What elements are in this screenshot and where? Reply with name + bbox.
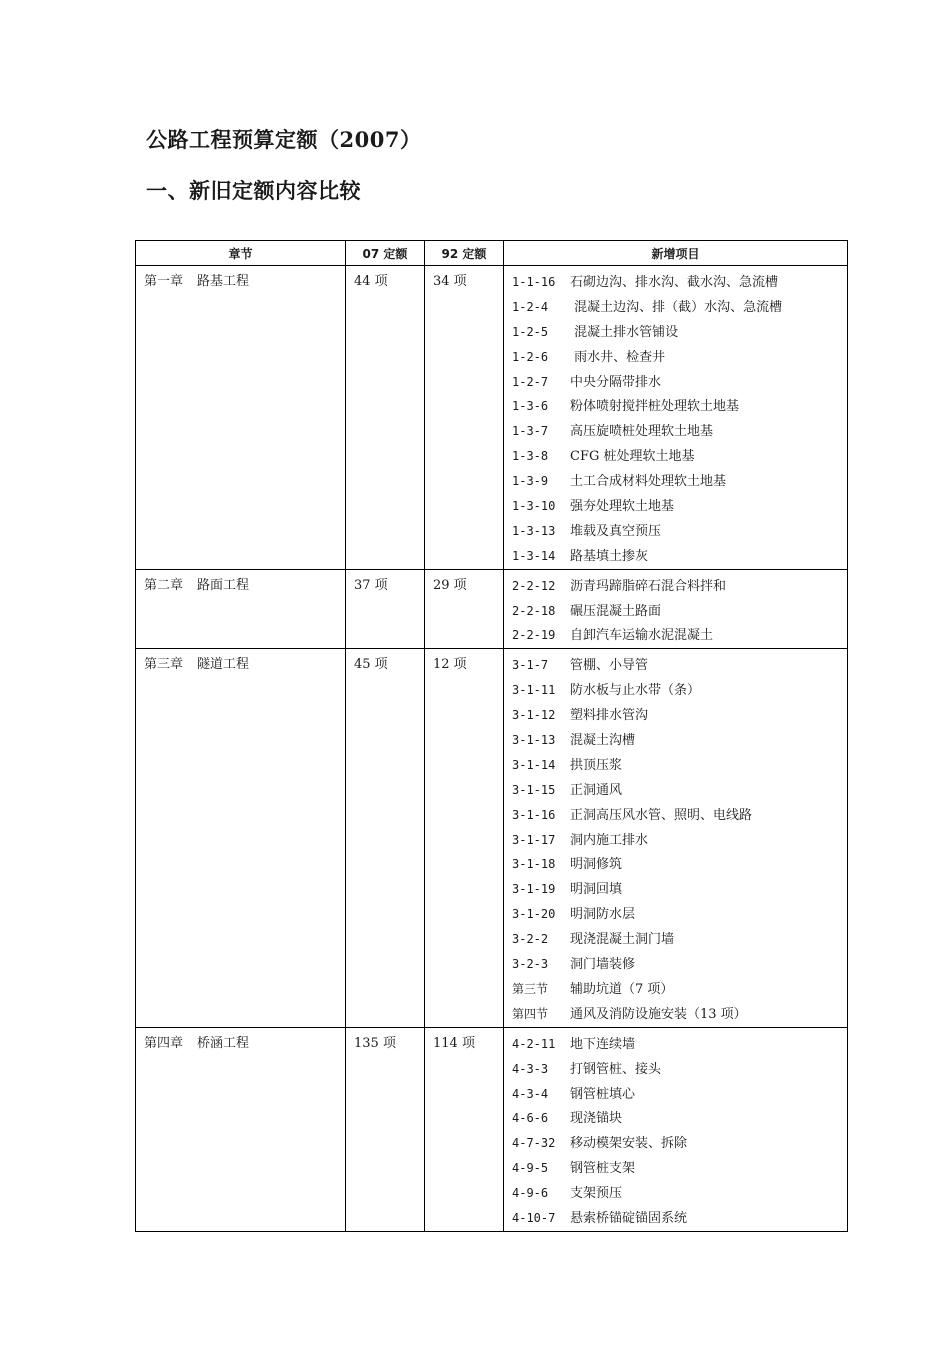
item-name: CFG 桩处理软土地基: [570, 449, 695, 465]
item-name: 明洞回填: [570, 882, 623, 898]
chapter-cell: [136, 569, 346, 649]
item-code: 4-9-6: [512, 1186, 549, 1201]
quota-07-cell: [346, 266, 425, 570]
page-title: 公路工程预算定额（2007）: [146, 127, 422, 152]
item-code: 1-3-14: [512, 548, 556, 563]
quota-92-value: 12 项: [433, 657, 467, 673]
item-name: 通风及消防设施安装（13 项）: [570, 1006, 747, 1022]
list-item: [512, 753, 840, 778]
item-name: 雨水井、检查井: [570, 349, 666, 365]
item-code: 3-1-17: [512, 832, 556, 847]
list-item: [512, 1206, 840, 1231]
item-name: 正洞通风: [570, 782, 623, 798]
chapter-label: [136, 1028, 345, 1057]
chapter-name: 路面工程: [197, 577, 250, 593]
list-item: [512, 544, 840, 569]
list-item: [512, 270, 840, 295]
item-code: 3-1-12: [512, 708, 556, 723]
list-item: [512, 494, 840, 519]
item-code: 3-1-16: [512, 807, 556, 822]
header-row: [136, 241, 848, 266]
item-name: 洞门墙装修: [570, 957, 636, 973]
chapter-label: [136, 649, 345, 678]
table-row: [136, 1027, 848, 1231]
chapter-cell: [136, 1027, 346, 1231]
list-item: [512, 877, 840, 902]
item-code: 2-2-18: [512, 603, 556, 618]
list-item: [512, 1032, 840, 1057]
item-name: 中央分隔带排水: [570, 374, 662, 390]
list-item: [512, 828, 840, 853]
list-item: [512, 444, 840, 469]
list-item: [512, 653, 840, 678]
list-item: [512, 778, 840, 803]
table-row: [136, 266, 848, 570]
item-name: 堆载及真空预压: [570, 523, 662, 539]
list-item: [512, 902, 840, 927]
chapter-label: [136, 570, 345, 599]
item-name: 粉体喷射搅拌桩处理软土地基: [570, 399, 740, 415]
item-name: 悬索桥锚碇锚固系统: [570, 1210, 688, 1226]
item-code: 1-3-6: [512, 399, 549, 414]
item-name: 塑料排水管沟: [570, 708, 649, 724]
item-name: 强夯处理软土地基: [570, 499, 675, 515]
header-quota-92: 92 定额: [425, 241, 504, 266]
item-name: 现浇锚块: [570, 1111, 623, 1127]
list-item: [512, 927, 840, 952]
list-item: [512, 320, 840, 345]
item-code: 1-3-7: [512, 424, 549, 439]
new-items-list: [504, 1028, 847, 1231]
list-item: [512, 1181, 840, 1206]
list-item: [512, 419, 840, 444]
item-name: 移动模架安装、拆除: [570, 1136, 688, 1152]
table-row: [136, 649, 848, 1027]
new-items-list: [504, 649, 847, 1026]
header-chapter: 章节: [136, 241, 346, 266]
quota-92-value: 34 项: [433, 274, 467, 289]
list-item: [512, 852, 840, 877]
item-name: 自卸汽车运输水泥混凝土: [570, 628, 714, 644]
quota-07-value: 37 项: [354, 577, 388, 593]
item-code: 1-3-9: [512, 474, 549, 489]
item-code: 3-1-11: [512, 683, 556, 698]
list-item: [512, 1082, 840, 1107]
item-name: 混凝土边沟、排（截）水沟、急流槽: [570, 299, 783, 315]
comparison-table: [135, 240, 848, 1232]
item-name: 现浇混凝土洞门墙: [570, 932, 675, 948]
new-items-cell: [504, 1027, 848, 1231]
table-header: [136, 241, 848, 266]
header-new-items: 新增项目: [504, 241, 848, 266]
section-title: 一、新旧定额内容比较: [146, 178, 361, 203]
item-code: 3-2-3: [512, 957, 549, 972]
item-code: 1-2-5: [512, 324, 549, 339]
list-item: [512, 394, 840, 419]
item-code: 第三节: [512, 981, 549, 996]
list-item: [512, 952, 840, 977]
item-code: 4-3-3: [512, 1061, 549, 1076]
item-code: 1-3-10: [512, 499, 556, 514]
quota-07-value: 135 项: [354, 1035, 396, 1051]
item-code: 3-1-19: [512, 882, 556, 897]
list-item: [512, 623, 840, 648]
item-code: 3-1-14: [512, 757, 556, 772]
list-item: [512, 519, 840, 544]
table-row: [136, 569, 848, 649]
item-name: 洞内施工排水: [570, 832, 649, 848]
chapter-cell: [136, 649, 346, 1027]
item-code: 4-9-5: [512, 1161, 549, 1176]
list-item: [512, 599, 840, 624]
quota-07-cell: [346, 649, 425, 1027]
item-code: 4-3-4: [512, 1086, 549, 1101]
quota-07-value: 45 项: [354, 657, 388, 673]
list-item: [512, 1106, 840, 1131]
item-name: 明洞防水层: [570, 907, 636, 923]
item-code: 1-2-6: [512, 349, 549, 364]
item-name: 混凝土排水管铺设: [570, 324, 679, 340]
list-item: [512, 1131, 840, 1156]
item-code: 3-1-20: [512, 907, 556, 922]
item-name: 地下连续墙: [570, 1036, 636, 1052]
list-item: [512, 977, 840, 1002]
item-code: 3-1-18: [512, 857, 556, 872]
chapter-name: 路基工程: [197, 274, 250, 289]
quota-92-value: 114 项: [433, 1035, 475, 1051]
list-item: [512, 728, 840, 753]
chapter-number: 第三章: [144, 657, 184, 673]
quota-07-cell: [346, 1027, 425, 1231]
item-code: 1-2-4: [512, 299, 549, 314]
item-name: 土工合成材料处理软土地基: [570, 474, 727, 490]
chapter-number: 第四章: [144, 1035, 184, 1051]
item-name: 支架预压: [570, 1186, 623, 1202]
item-name: 防水板与止水带（条）: [570, 683, 701, 699]
quota-92-cell: [425, 649, 504, 1027]
item-code: 3-1-7: [512, 658, 549, 673]
item-code: 1-3-13: [512, 523, 556, 538]
list-item: [512, 469, 840, 494]
quota-92-cell: [425, 266, 504, 570]
new-items-cell: [504, 649, 848, 1027]
item-name: 石砌边沟、排水沟、截水沟、急流槽: [570, 275, 779, 290]
list-item: [512, 703, 840, 728]
list-item: [512, 295, 840, 320]
chapter-cell: [136, 266, 346, 570]
chapter-number: 第二章: [144, 577, 184, 593]
item-code: 3-1-15: [512, 782, 556, 797]
item-name: 钢管桩填心: [570, 1086, 636, 1102]
item-name: 路基填土掺灰: [570, 548, 649, 564]
item-name: 拱顶压浆: [570, 757, 623, 773]
item-code: 2-2-19: [512, 628, 556, 643]
chapter-number: 第一章: [144, 274, 184, 289]
quota-07-value: 44 项: [354, 274, 388, 289]
item-name: 混凝土沟槽: [570, 733, 636, 749]
item-code: 2-2-12: [512, 578, 556, 593]
item-code: 4-6-6: [512, 1111, 549, 1126]
new-items-cell: [504, 569, 848, 649]
chapter-name: 隧道工程: [197, 657, 250, 673]
list-item: [512, 345, 840, 370]
list-item: [512, 1156, 840, 1181]
list-item: [512, 370, 840, 395]
list-item: [512, 574, 840, 599]
item-name: 打钢管桩、接头: [570, 1061, 662, 1077]
item-code: 4-10-7: [512, 1210, 556, 1225]
item-name: 碾压混凝土路面: [570, 603, 662, 619]
quota-92-cell: [425, 1027, 504, 1231]
item-code: 3-2-2: [512, 932, 549, 947]
list-item: [512, 803, 840, 828]
new-items-cell: [504, 266, 848, 570]
item-code: 1-3-8: [512, 449, 549, 464]
chapter-name: 桥涵工程: [197, 1035, 250, 1051]
item-code: 4-7-32: [512, 1136, 556, 1151]
table-body: [136, 266, 848, 1232]
item-name: 沥青玛蹄脂碎石混合料拌和: [570, 578, 727, 594]
new-items-list: [504, 266, 847, 569]
list-item: [512, 1057, 840, 1082]
item-name: 明洞修筑: [570, 857, 623, 873]
item-code: 4-2-11: [512, 1036, 556, 1051]
item-code: 第四节: [512, 1006, 549, 1021]
item-name: 钢管桩支架: [570, 1161, 636, 1177]
chapter-label: [136, 266, 345, 295]
item-name: 辅助坑道（7 项）: [570, 981, 674, 997]
header-quota-07: 07 定额: [346, 241, 425, 266]
item-code: 1-2-7: [512, 374, 549, 389]
quota-92-cell: [425, 569, 504, 649]
item-code: 3-1-13: [512, 733, 556, 748]
item-name: 正洞高压风水管、照明、电线路: [570, 807, 753, 823]
item-name: 管棚、小导管: [570, 658, 649, 674]
item-name: 高压旋喷桩处理软土地基: [570, 424, 714, 440]
quota-92-value: 29 项: [433, 577, 467, 593]
list-item: [512, 678, 840, 703]
item-code: 1-1-16: [512, 275, 556, 289]
quota-07-cell: [346, 569, 425, 649]
list-item: [512, 1002, 840, 1027]
new-items-list: [504, 570, 847, 649]
